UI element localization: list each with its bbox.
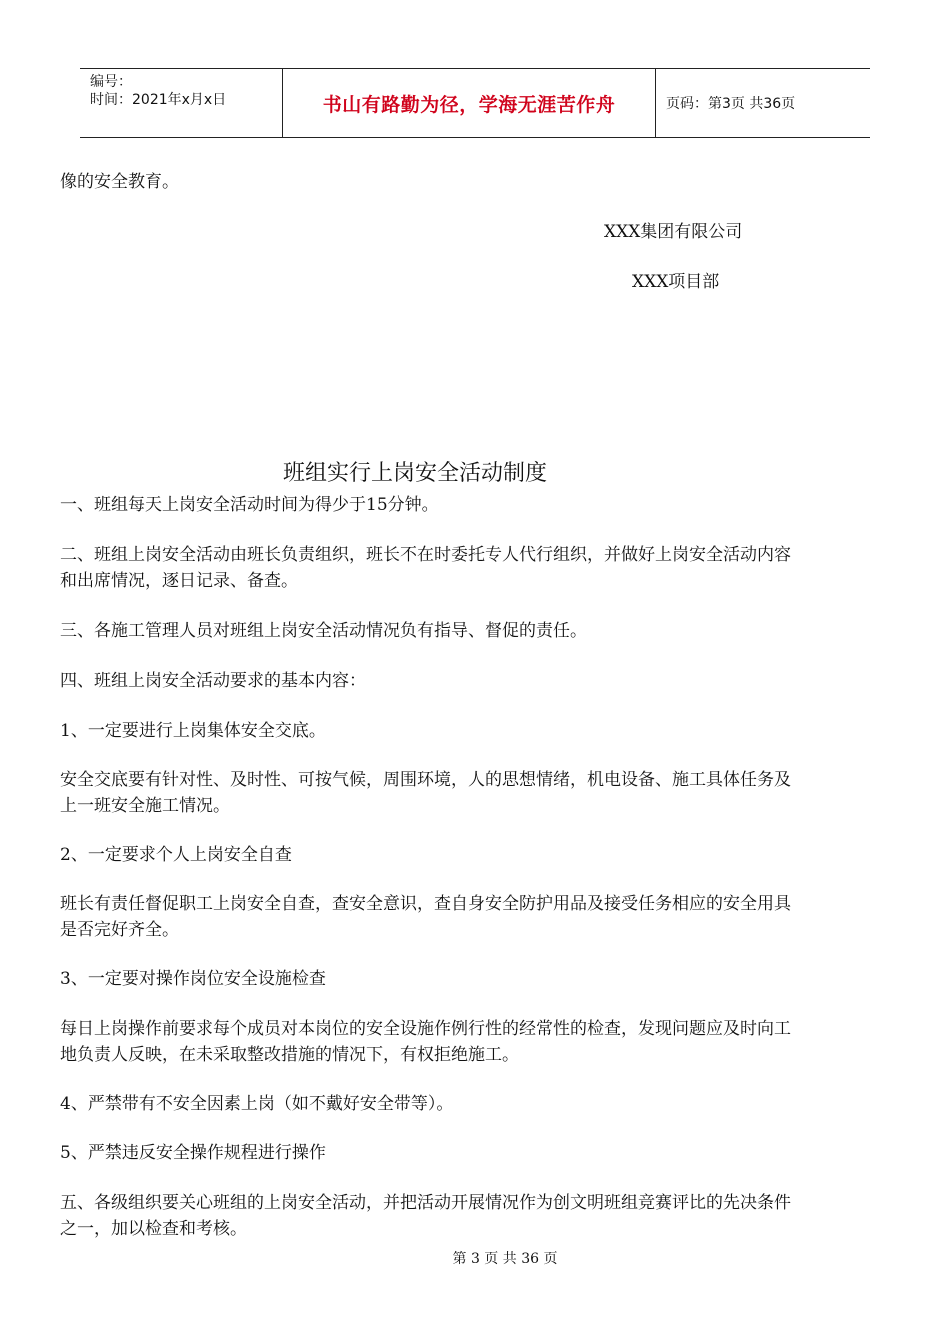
- paragraph-line: 三、各施工管理人员对班组上岗安全活动情况负有指导、督促的责任。: [60, 621, 587, 641]
- header-page-label: 页码：第3页 共36页: [666, 96, 796, 112]
- header-motto: 书山有路勤为径，学海无涯苦作舟: [282, 69, 656, 137]
- paragraph-line: 1、一定要进行上岗集体安全交底。: [60, 721, 326, 741]
- continuation-text: 像的安全教育。: [60, 172, 179, 192]
- paragraph-line: 班长有责任督促职工上岗安全自查，查安全意识，查自身安全防护用品及接受任务相应的安全用具: [60, 894, 791, 914]
- paragraph-line: 四、班组上岗安全活动要求的基本内容：: [60, 671, 366, 691]
- paragraph-line: 二、班组上岗安全活动由班长负责组织，班长不在时委托专人代行组织，并做好上岗安全活动内容: [60, 545, 791, 565]
- paragraph-line: 一、班组每天上岗安全活动时间为得少于15分钟。: [60, 495, 439, 515]
- document-title: 班组实行上岗安全活动制度: [282, 461, 547, 486]
- page-footer: 第 3 页 共 36 页: [452, 1251, 558, 1267]
- company-name: XXX集团有限公司: [604, 222, 743, 242]
- paragraph-line: 3、一定要对操作岗位安全设施检查: [60, 969, 326, 989]
- paragraph-line: 4、严禁带有不安全因素上岗（如不戴好安全带等）。: [60, 1094, 454, 1114]
- paragraph-line: 和出席情况，逐日记录、备查。: [60, 571, 298, 591]
- paragraph-line: 五、各级组织要关心班组的上岗安全活动，并把活动开展情况作为创文明班组竞赛评比的先决条件: [60, 1193, 791, 1213]
- department-name: XXX项目部: [632, 272, 720, 292]
- paragraph-line: 安全交底要有针对性、及时性、可按气候，周围环境，人的思想情绪，机电设备、施工具体任务及: [60, 770, 791, 790]
- header-info: [80, 69, 282, 137]
- number-label: 编号：: [90, 74, 132, 90]
- paragraph-line: 地负责人反映，在未采取整改措施的情况下，有权拒绝施工。: [60, 1045, 519, 1065]
- page-header: [80, 68, 870, 138]
- paragraph-line: 5、严禁违反安全操作规程进行操作: [60, 1143, 326, 1163]
- paragraph-line: 是否完好齐全。: [60, 920, 179, 940]
- paragraph-line: 2、一定要求个人上岗安全自查: [60, 845, 292, 865]
- paragraph-line: 之一，加以检查和考核。: [60, 1219, 247, 1239]
- paragraph-line: 上一班安全施工情况。: [60, 796, 230, 816]
- date-label: 时间：2021年x月x日: [90, 92, 227, 108]
- paragraph-line: 每日上岗操作前要求每个成员对本岗位的安全设施作例行性的经常性的检查，发现问题应及时向工: [60, 1019, 791, 1039]
